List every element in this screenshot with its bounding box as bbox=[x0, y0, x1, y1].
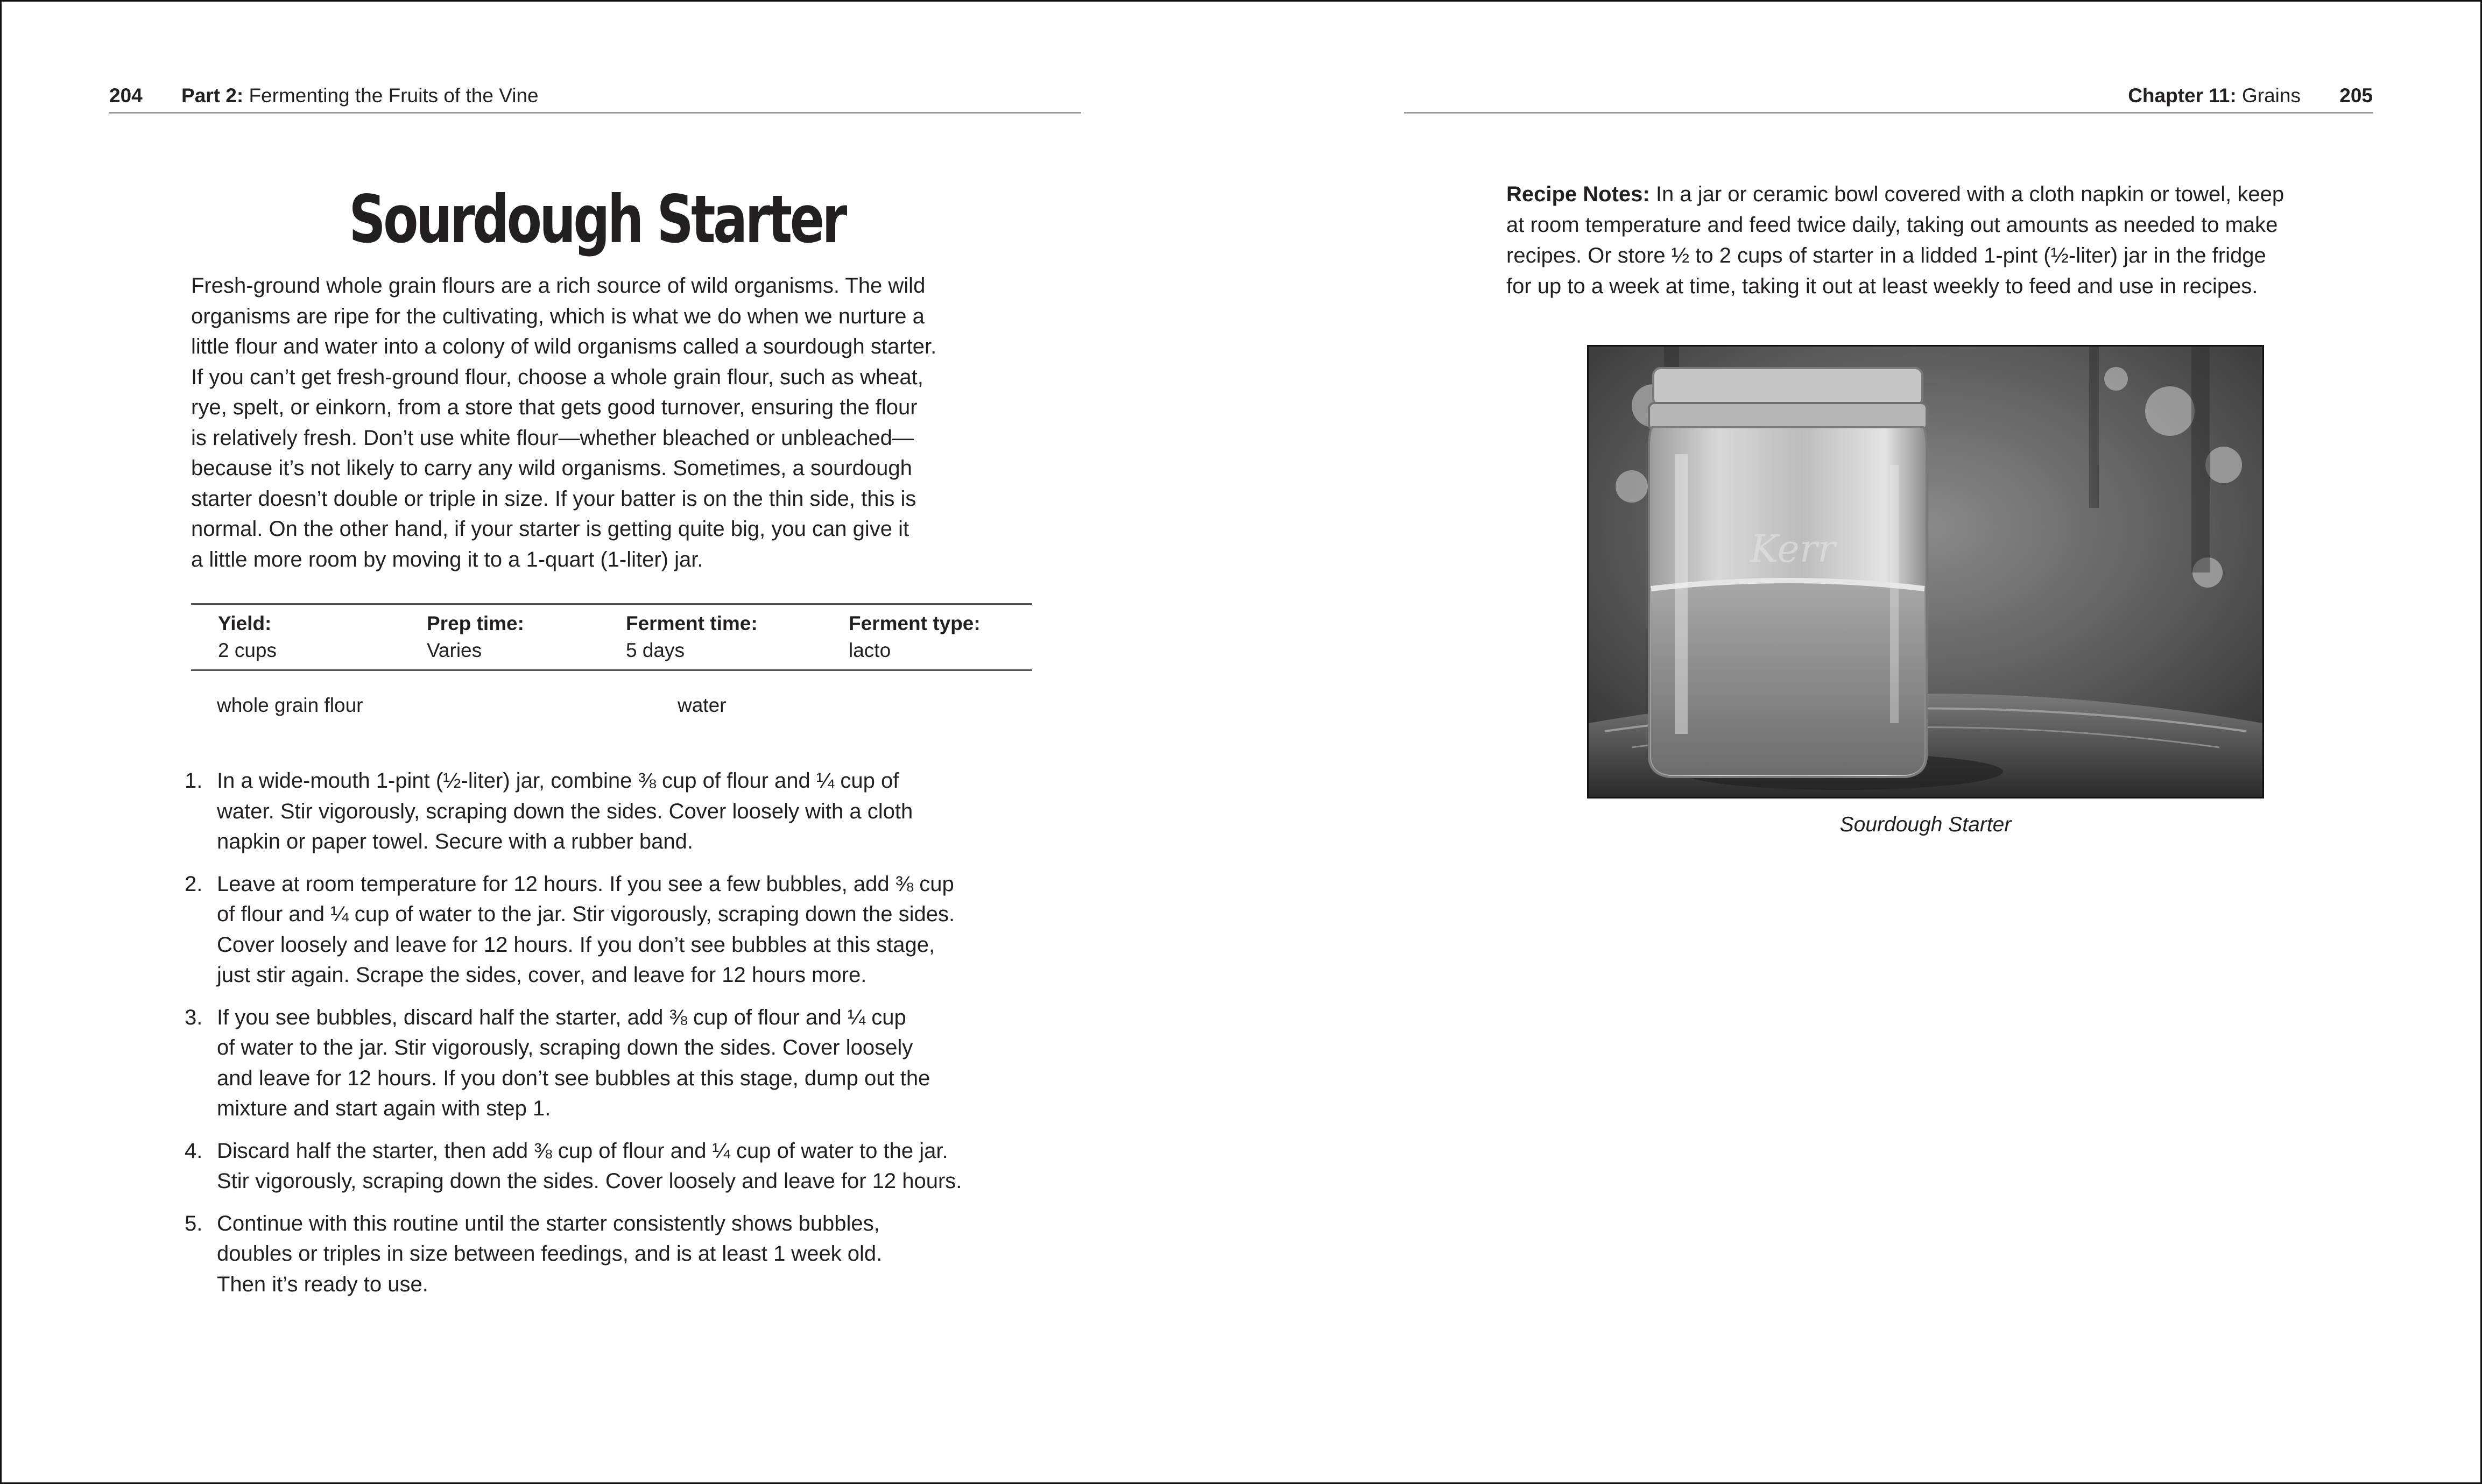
intro-line: organisms are ripe for the cultivating, which is what we do when we nurture a bbox=[191, 304, 925, 328]
recipe-notes bbox=[1506, 179, 2482, 302]
info-ferment-type bbox=[849, 610, 981, 664]
step-line: Stir vigorously, scraping down the sides. Cover loosely and leave for 12 hours. bbox=[217, 1169, 962, 1193]
intro-line: is relatively fresh. Don’t use white flour—whether bleached or unbleached— bbox=[191, 426, 914, 450]
step-line: Cover loosely and leave for 12 hours. If you don’t see bubbles at this stage, bbox=[217, 932, 935, 957]
step-number: 4. bbox=[185, 1139, 203, 1163]
step-line: If you see bubbles, discard half the starter, add ⅜ cup of flour and ¼ cup bbox=[217, 1005, 906, 1029]
info-label: Ferment type: bbox=[849, 612, 981, 634]
sourdough-jar-photo bbox=[1587, 345, 2264, 798]
ingredient-item: whole grain flour bbox=[217, 694, 363, 716]
step-item bbox=[179, 1209, 1035, 1300]
info-prep-time bbox=[427, 610, 524, 664]
svg-text:Kerr: Kerr bbox=[1750, 527, 1836, 571]
step-line: In a wide-mouth 1-pint (½-liter) jar, combine ⅜ cup of flour and ¼ cup of bbox=[217, 769, 899, 793]
intro-line: rye, spelt, or einkorn, from a store that gets good turnover, ensuring the flour bbox=[191, 395, 918, 419]
info-label: Yield: bbox=[218, 612, 272, 634]
right-page bbox=[1241, 2, 2480, 1482]
left-page bbox=[2, 2, 1241, 1482]
step-line: Continue with this routine until the starter consistently shows bubbles, bbox=[217, 1211, 880, 1235]
recipe-info-table bbox=[191, 603, 1032, 671]
step-item bbox=[179, 1136, 1035, 1197]
step-number: 5. bbox=[185, 1211, 203, 1235]
intro-line: little flour and water into a colony of wild organisms called a sourdough starter. bbox=[191, 335, 937, 358]
info-label: Ferment time: bbox=[626, 612, 758, 634]
step-line: Leave at room temperature for 12 hours. If you see a few bubbles, add ⅜ cup bbox=[217, 872, 954, 896]
step-number: 1. bbox=[185, 769, 203, 793]
page-number: 205 bbox=[2339, 84, 2373, 107]
notes-text: In a jar or ceramic bowl covered with a cloth napkin or towel, keep bbox=[1649, 182, 2284, 206]
notes-line: at room temperature and feed twice daily, taking out amounts as needed to make bbox=[1506, 213, 2278, 237]
step-line: mixture and start again with step 1. bbox=[217, 1097, 551, 1120]
info-ferment-time bbox=[626, 610, 758, 664]
step-line: just stir again. Scrape the sides, cover, and leave for 12 hours more. bbox=[217, 963, 867, 987]
photo-caption: Sourdough Starter bbox=[1839, 813, 2012, 836]
jar-photo-image bbox=[1589, 347, 2262, 797]
intro-line: normal. On the other hand, if your starter is getting quite big, you can give it bbox=[191, 517, 909, 541]
info-label: Prep time: bbox=[427, 612, 524, 634]
step-line: of water to the jar. Stir vigorously, scraping down the sides. Cover loosely bbox=[217, 1036, 913, 1059]
step-list bbox=[179, 766, 1035, 1311]
info-value: Varies bbox=[427, 639, 482, 661]
chapter-title: Grains bbox=[2242, 84, 2301, 107]
recipe-title: Sourdough Starter bbox=[349, 181, 845, 258]
step-line: doubles or triples in size between feedings, and is at least 1 week old. bbox=[217, 1242, 883, 1266]
step-line: water. Stir vigorously, scraping down the sides. Cover loosely with a cloth bbox=[217, 799, 913, 823]
info-value: lacto bbox=[849, 639, 891, 661]
ingredient-item: water bbox=[678, 694, 727, 716]
step-item bbox=[179, 1002, 1035, 1124]
step-number: 2. bbox=[185, 872, 203, 896]
info-value: 2 cups bbox=[218, 639, 277, 661]
step-line: Then it’s ready to use. bbox=[217, 1272, 428, 1296]
notes-line: recipes. Or store ½ to 2 cups of starter in a lidded 1-pint (½-liter) jar in the fridge bbox=[1506, 244, 2266, 267]
notes-line: for up to a week at time, taking it out at least weekly to feed and use in recipes. bbox=[1506, 274, 2258, 298]
part-label: Part 2: bbox=[181, 84, 244, 107]
step-number: 3. bbox=[185, 1005, 203, 1029]
info-value: 5 days bbox=[626, 639, 685, 661]
notes-label: Recipe Notes: bbox=[1506, 182, 1650, 206]
chapter-label: Chapter 11: bbox=[2128, 84, 2237, 107]
step-line: napkin or paper towel. Secure with a rubber band. bbox=[217, 830, 693, 853]
running-head-left bbox=[109, 82, 1081, 114]
step-line: and leave for 12 hours. If you don’t see bubbles at this stage, dump out the bbox=[217, 1066, 930, 1090]
intro-line: because it’s not likely to carry any wild organisms. Sometimes, a sourdough bbox=[191, 456, 912, 480]
intro-line: If you can’t get fresh-ground flour, choose a whole grain flour, such as wheat, bbox=[191, 365, 923, 389]
intro-line: starter doesn’t double or triple in size. If your batter is on the thin side, this is bbox=[191, 486, 916, 511]
part-title: Fermenting the Fruits of the Vine bbox=[249, 84, 539, 107]
intro-paragraph bbox=[191, 271, 1031, 575]
intro-line: Fresh-ground whole grain flours are a rich source of wild organisms. The wild bbox=[191, 274, 926, 298]
step-item bbox=[179, 766, 1035, 857]
running-head-right bbox=[1404, 82, 2373, 114]
info-yield bbox=[218, 610, 277, 664]
step-line: of flour and ¼ cup of water to the jar. Stir vigorously, scraping down the sides. bbox=[217, 902, 955, 926]
page-number: 204 bbox=[109, 84, 143, 107]
step-item bbox=[179, 869, 1035, 991]
notes-line bbox=[1506, 179, 2482, 210]
step-line: Discard half the starter, then add ⅜ cup of flour and ¼ cup of water to the jar. bbox=[217, 1139, 948, 1163]
intro-line: a little more room by moving it to a 1-quart (1-liter) jar. bbox=[191, 547, 703, 571]
